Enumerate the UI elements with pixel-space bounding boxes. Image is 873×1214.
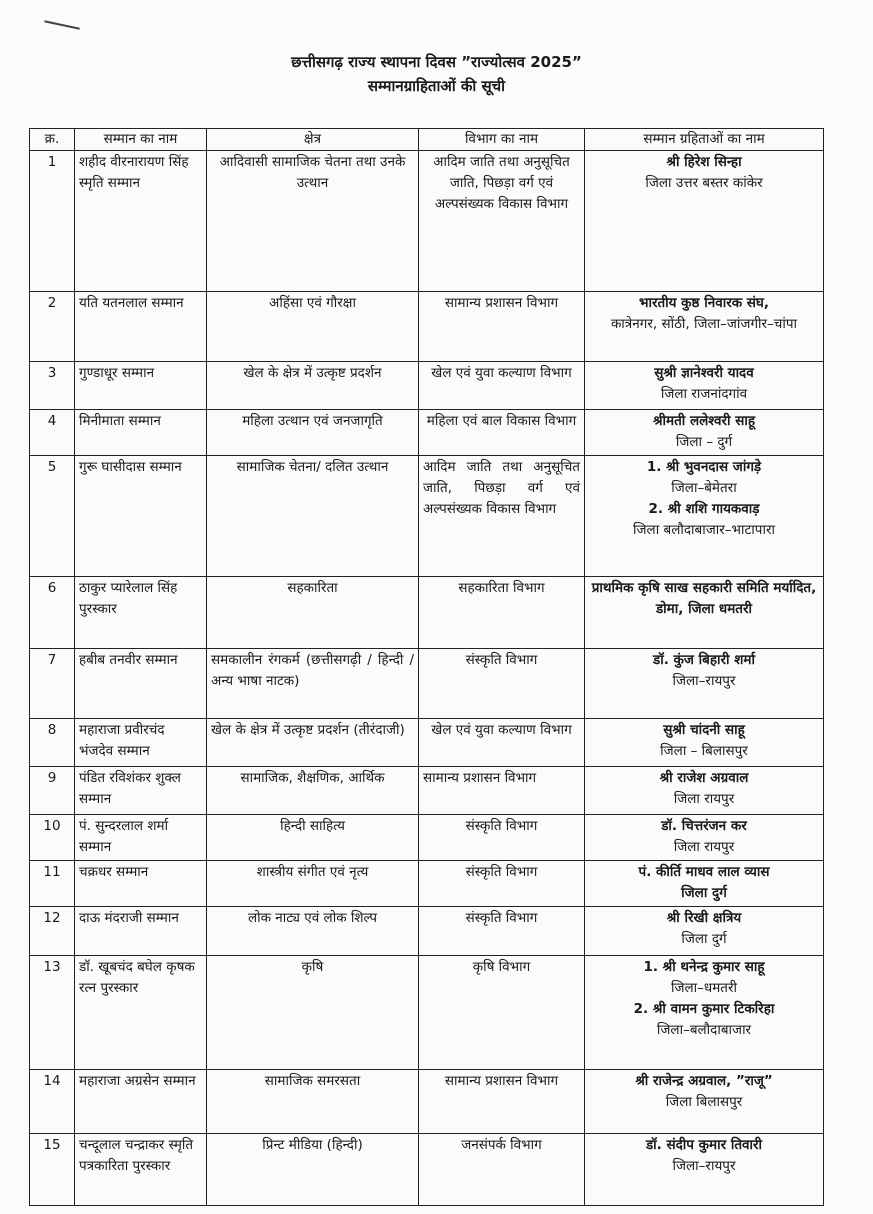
- cell-field: सहकारिता: [207, 577, 419, 649]
- cell-award: हबीब तनवीर सम्मान: [75, 649, 207, 719]
- cell-award: मिनीमाता सम्मान: [75, 410, 207, 456]
- col-header-dept: विभाग का नाम: [419, 129, 585, 151]
- cell-award: गुरू घासीदास सम्मान: [75, 456, 207, 577]
- cell-award: चक्रधर सम्मान: [75, 861, 207, 907]
- cell-sn: 14: [30, 1070, 75, 1134]
- cell-award: यति यतनलाल सम्मान: [75, 292, 207, 362]
- table-row: [30, 292, 824, 362]
- cell-recipients: [585, 907, 824, 956]
- cell-sn: 13: [30, 956, 75, 1070]
- cell-sn: 6: [30, 577, 75, 649]
- cell-field: हिन्दी साहित्य: [207, 815, 419, 861]
- cell-recipients: [585, 292, 824, 362]
- document-title: [0, 50, 873, 98]
- table-row: [30, 719, 824, 767]
- recipient-name: भारतीय कुष्ठ निवारक संघ,: [638, 295, 770, 311]
- col-header-recipients: सम्मान ग्रहिताओं का नाम: [585, 129, 824, 151]
- title-line-1: छत्तीसगढ़ राज्य स्थापना दिवस ”राज्योत्सव 2025”: [291, 53, 582, 71]
- cell-dept: खेल एवं युवा कल्याण विभाग: [419, 719, 585, 767]
- recipient-place: जिला राजनांदगांव: [660, 386, 748, 402]
- cell-dept: संस्कृति विभाग: [419, 861, 585, 907]
- awardees-table: [29, 128, 824, 1206]
- cell-sn: 3: [30, 362, 75, 410]
- cell-recipients: [585, 1134, 824, 1206]
- recipient-place: जिला उत्तर बस्तर कांकेर: [645, 175, 763, 191]
- cell-dept: सहकारिता विभाग: [419, 577, 585, 649]
- table-row: [30, 1134, 824, 1206]
- cell-award: डॉ. खूबचंद बघेल कृषक रत्न पुरस्कार: [75, 956, 207, 1070]
- table-header-row: [30, 129, 824, 151]
- table-row: [30, 649, 824, 719]
- cell-field: सामाजिक समरसता: [207, 1070, 419, 1134]
- recipient-place: जिला–रायपुर: [672, 673, 736, 689]
- recipient-place: जिला बिलासपुर: [665, 1094, 743, 1110]
- cell-field: सामाजिक, शैक्षणिक, आर्थिक: [207, 767, 419, 815]
- recipient-place: जिला–बलौदाबाजार: [656, 1022, 752, 1038]
- cell-sn: 11: [30, 861, 75, 907]
- recipient-name: प्राथमिक कृषि साख सहकारी समिति मर्यादित, डोमा, जिला धमतरी: [591, 580, 817, 617]
- recipient-name: 1. श्री भुवनदास जांगड़े: [646, 459, 762, 475]
- recipient-place: जिला – बिलासपुर: [660, 743, 748, 759]
- cell-sn: 5: [30, 456, 75, 577]
- cell-recipients: [585, 719, 824, 767]
- cell-award: गुण्डाधूर सम्मान: [75, 362, 207, 410]
- cell-sn: 15: [30, 1134, 75, 1206]
- col-header-sn: क्र.: [30, 129, 75, 151]
- cell-sn: 4: [30, 410, 75, 456]
- table-row: [30, 907, 824, 956]
- cell-dept: सामान्य प्रशासन विभाग: [419, 292, 585, 362]
- cell-dept: आदिम जाति तथा अनुसूचित जाति, पिछड़ा वर्ग एवं अल्पसंख्यक विकास विभाग: [419, 151, 585, 292]
- recipient-name: डॉ. चित्तरंजन कर: [661, 818, 747, 834]
- recipient-place: जिला दुर्ग: [681, 885, 727, 901]
- recipient-place: जिला रायपुर: [673, 791, 735, 807]
- recipient-place: जिला–बेमेतरा: [671, 480, 737, 496]
- cell-dept: खेल एवं युवा कल्याण विभाग: [419, 362, 585, 410]
- cell-recipients: [585, 151, 824, 292]
- table-row: [30, 956, 824, 1070]
- cell-sn: 8: [30, 719, 75, 767]
- recipient-name: सुश्री चांदनी साहू: [663, 722, 745, 738]
- cell-recipients: [585, 815, 824, 861]
- recipient-place: जिला–रायपुर: [672, 1158, 736, 1174]
- col-header-award: सम्मान का नाम: [75, 129, 207, 151]
- cell-dept: आदिम जाति तथा अनुसूचित जाति, पिछड़ा वर्ग एवं अल्पसंख्यक विकास विभाग: [419, 456, 585, 577]
- cell-dept: संस्कृति विभाग: [419, 815, 585, 861]
- table-row: [30, 861, 824, 907]
- cell-recipients: [585, 577, 824, 649]
- cell-award: दाऊ मंदराजी सम्मान: [75, 907, 207, 956]
- cell-field: अहिंसा एवं गौरक्षा: [207, 292, 419, 362]
- cell-field: शास्त्रीय संगीत एवं नृत्य: [207, 861, 419, 907]
- cell-field: खेल के क्षेत्र में उत्कृष्ट प्रदर्शन: [207, 362, 419, 410]
- recipient-name: सुश्री ज्ञानेश्वरी यादव: [654, 365, 754, 381]
- cell-recipients: [585, 956, 824, 1070]
- cell-field: आदिवासी सामाजिक चेतना तथा उनके उत्थान: [207, 151, 419, 292]
- recipient-name: पं. कीर्ति माधव लाल व्यास: [638, 864, 770, 880]
- recipient-name: श्री राजेश अग्रवाल: [659, 770, 749, 786]
- table-row: [30, 410, 824, 456]
- recipient-name: 2. श्री वामन कुमार टिकरिहा: [633, 1001, 775, 1017]
- cell-dept: सामान्य प्रशासन विभाग: [419, 1070, 585, 1134]
- recipient-name: डॉ. कुंज बिहारी शर्मा: [653, 652, 755, 668]
- cell-dept: संस्कृति विभाग: [419, 907, 585, 956]
- cell-award: पं. सुन्दरलाल शर्मा सम्मान: [75, 815, 207, 861]
- cell-recipients: [585, 649, 824, 719]
- recipient-name: श्री राजेन्द्र अग्रवाल, ”राजू”: [635, 1073, 773, 1089]
- cell-recipients: [585, 767, 824, 815]
- cell-dept: कृषि विभाग: [419, 956, 585, 1070]
- recipient-name: 2. श्री शशि गायकवाड़: [648, 501, 760, 517]
- table-row: [30, 815, 824, 861]
- recipient-name: श्री रिखी क्षत्रिय: [666, 910, 742, 926]
- cell-recipients: [585, 410, 824, 456]
- table-row: [30, 151, 824, 292]
- col-header-field: क्षेत्र: [207, 129, 419, 151]
- cell-award: महाराजा अग्रसेन सम्मान: [75, 1070, 207, 1134]
- cell-sn: 7: [30, 649, 75, 719]
- cell-field: लोक नाट्य एवं लोक शिल्प: [207, 907, 419, 956]
- cell-field: सामाजिक चेतना/ दलित उत्थान: [207, 456, 419, 577]
- cell-award: शहीद वीरनारायण सिंह स्मृति सम्मान: [75, 151, 207, 292]
- recipient-name: श्रीमती ललेश्वरी साहू: [652, 413, 756, 429]
- recipient-place: जिला दुर्ग: [681, 931, 727, 947]
- recipient-place: कात्रेनगर, सोंठी, जिला–जांजगीर–चांपा: [610, 316, 798, 332]
- recipient-name: 1. श्री थनेन्द्र कुमार साहू: [643, 959, 765, 975]
- cell-dept: संस्कृति विभाग: [419, 649, 585, 719]
- pen-mark: [44, 20, 80, 29]
- recipient-place: जिला बलौदाबाजार–भाटापारा: [633, 522, 775, 538]
- recipient-place: जिला–धमतरी: [670, 980, 737, 996]
- cell-sn: 1: [30, 151, 75, 292]
- recipient-place: जिला – दुर्ग: [675, 434, 733, 450]
- cell-field: महिला उत्थान एवं जनजागृति: [207, 410, 419, 456]
- cell-dept: सामान्य प्रशासन विभाग: [419, 767, 585, 815]
- recipient-name: डॉ. संदीप कुमार तिवारी: [645, 1137, 763, 1153]
- cell-recipients: [585, 456, 824, 577]
- table-row: [30, 577, 824, 649]
- title-line-2: सम्मानग्राहिताओं की सूची: [367, 77, 506, 95]
- cell-field: खेल के क्षेत्र में उत्कृष्ट प्रदर्शन (तीरंदाजी): [207, 719, 419, 767]
- recipient-place: जिला रायपुर: [673, 839, 735, 855]
- cell-award: पंडित रविशंकर शुक्ल सम्मान: [75, 767, 207, 815]
- cell-recipients: [585, 861, 824, 907]
- cell-sn: 2: [30, 292, 75, 362]
- table-row: [30, 767, 824, 815]
- cell-award: चन्दूलाल चन्द्राकर स्मृति पत्रकारिता पुरस्कार: [75, 1134, 207, 1206]
- cell-sn: 12: [30, 907, 75, 956]
- cell-sn: 9: [30, 767, 75, 815]
- cell-recipients: [585, 1070, 824, 1134]
- cell-dept: जनसंपर्क विभाग: [419, 1134, 585, 1206]
- table-row: [30, 1070, 824, 1134]
- table-row: [30, 362, 824, 410]
- cell-field: प्रिन्ट मीडिया (हिन्दी): [207, 1134, 419, 1206]
- cell-field: कृषि: [207, 956, 419, 1070]
- cell-recipients: [585, 362, 824, 410]
- cell-dept: महिला एवं बाल विकास विभाग: [419, 410, 585, 456]
- cell-field: समकालीन रंगकर्म (छत्तीसगढ़ी / हिन्दी / अन्य भाषा नाटक): [207, 649, 419, 719]
- recipient-name: श्री हिरेश सिन्हा: [666, 154, 742, 170]
- cell-sn: 10: [30, 815, 75, 861]
- cell-award: महाराजा प्रवीरचंद भंजदेव सम्मान: [75, 719, 207, 767]
- table-row: [30, 456, 824, 577]
- cell-award: ठाकुर प्यारेलाल सिंह पुरस्कार: [75, 577, 207, 649]
